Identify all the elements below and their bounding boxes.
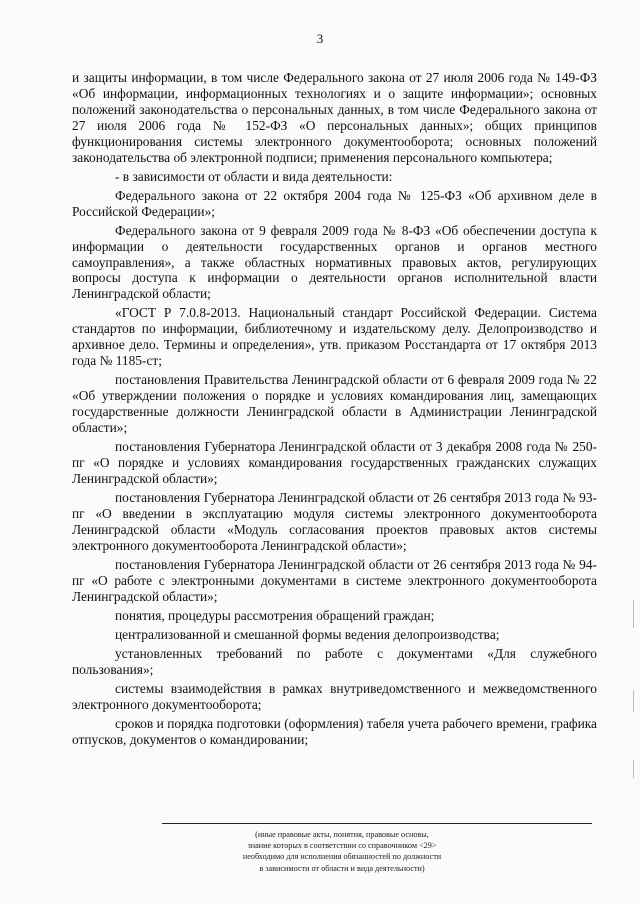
paragraph: и защиты информации, в том числе Федерального закона от 27 июля 2006 года № 149-ФЗ «Об информации, информационных технологиях и о защите информации»; основных положений законодательства о персональных данных, в том числе Федерального закона от 27 июля 2006 года № 152-ФЗ «О персональных данных»; общих принципов функционирования системы электронного документооборота; основных положений законодательства об электронной подписи; применения персонального компьютера; [72, 70, 597, 165]
paragraph: централизованной и смешанной формы ведения делопроизводства; [115, 626, 500, 642]
document-body [72, 70, 597, 751]
paragraph: Федерального закона от 9 февраля 2009 года № 8-ФЗ «Об обеспечении доступа к информации о деятельности государственных органов и органов местного самоуправления», а также областных нормативных правовых актов, регулирующих вопросы доступа к информации о деятельности органов исполнительной власти Ленинградской области; [72, 222, 597, 302]
paragraph: постановления Губернатора Ленинградской области от 26 сентября 2013 года № 94-пг «О работе с электронными документами в системе электронного документооборота Ленинградской области»; [72, 556, 597, 604]
footnote-line: необходимо для исполнения обязанностей по должности [242, 852, 442, 862]
paragraph: постановления Губернатора Ленинградской области от 3 декабря 2008 года № 250-пг «О порядке и условиях командирования государственных гражданских служащих Ленинградской области»; [72, 439, 597, 486]
paragraph: постановления Губернатора Ленинградской области от 26 сентября 2013 года № 93-пг «О введении в эксплуатацию модуля системы электронного документооборота Ленинградской области «Модуль согласования проектов правовых актов системы электронного документооборота Ленинградской области»; [72, 489, 597, 553]
footnote-separator [162, 823, 592, 824]
page-number: 3 [316, 31, 324, 46]
paragraph: Федерального закона от 22 октября 2004 года № 125-ФЗ «Об архивном деле в Российской Федерации»; [72, 187, 597, 219]
footnote [162, 829, 522, 874]
paragraph: «ГОСТ Р 7.0.8-2013. Национальный стандарт Российской Федерации. Система стандартов по информации, библиотечному и издательскому делу. Делопроизводство и архивное дело. Термины и определения», утв. приказом Росстандарта от 17 октября 2013 года № 1185-ст; [72, 305, 597, 369]
paragraph: - в зависимости от области и вида деятельности: [115, 168, 393, 184]
footnote-line: (иные правовые акты, понятия, правовые основы, [255, 830, 429, 839]
paragraph: установленных требований по работе с документами «Для служебного пользования»; [72, 645, 597, 677]
scan-edge-mark [633, 690, 634, 712]
paragraph: сроков и порядка подготовки (оформления) табеля учета рабочего времени, графика отпусков, документов о командировании; [72, 715, 597, 747]
paragraph: понятия, процедуры рассмотрения обращений граждан; [115, 607, 435, 623]
scan-edge-mark [633, 760, 634, 778]
scan-edge-mark [633, 600, 634, 628]
footnote-line: знание которых в соответствии со справочником <29> [247, 841, 437, 851]
paragraph: постановления Правительства Ленинградской области от 6 февраля 2009 года № 22 «Об утверждении положения о порядке и условиях командирования лиц, замещающих государственные должности Ленинградской области в Администрации Ленинградской области»; [72, 372, 597, 435]
footnote-line: в зависимости от области и вида деятельности) [259, 863, 425, 873]
paragraph: системы взаимодействия в рамках внутриведомственного и межведомственного электронного документооборота; [72, 680, 597, 712]
